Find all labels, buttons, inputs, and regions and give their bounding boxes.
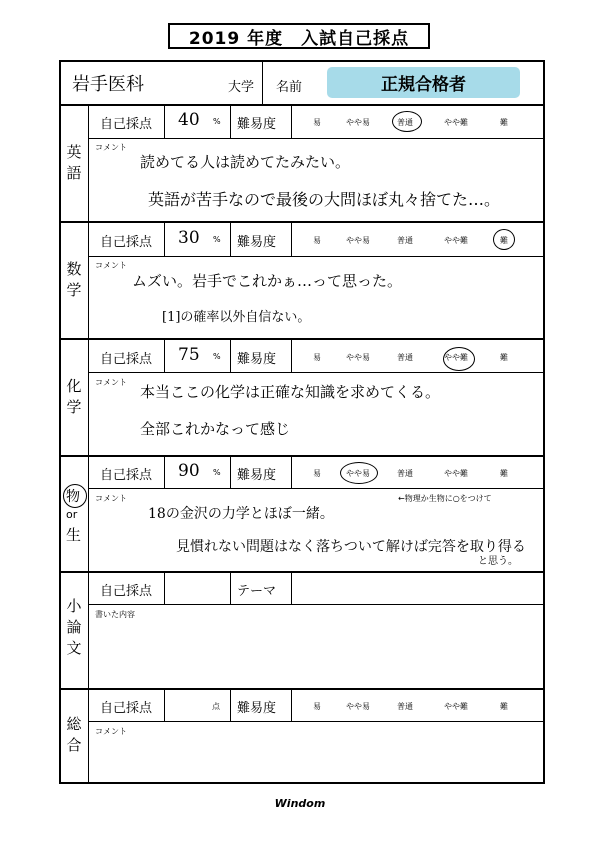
status-badge: 正規合格者 bbox=[327, 67, 520, 98]
comment-line: ムズい。岩手でこれかぁ…って思った。 bbox=[132, 272, 403, 290]
difficulty-option: 普通 bbox=[397, 353, 413, 362]
difficulty-option: 難 bbox=[500, 702, 508, 711]
difficulty-option: 難 bbox=[500, 353, 508, 362]
comment-line: と思う。 bbox=[478, 556, 518, 567]
comment-label: コメント bbox=[95, 261, 127, 270]
subject-english: 英 語 bbox=[66, 143, 82, 182]
math-score: 30 bbox=[178, 228, 200, 248]
difficulty-label: 難易度 bbox=[237, 468, 277, 483]
name-label: 名前 bbox=[276, 80, 303, 95]
comment-line: 英語が苦手なので最後の大問ほぼ丸々捨てた…。 bbox=[148, 190, 501, 209]
subject-or: or bbox=[66, 508, 78, 521]
self-score-label: 自己採点 bbox=[100, 468, 153, 483]
difficulty-option: 易 bbox=[313, 118, 321, 127]
comment-label: コメント bbox=[95, 727, 127, 736]
university-name: 岩手医科 bbox=[72, 74, 144, 95]
difficulty-option: やや難 bbox=[444, 236, 468, 245]
difficulty-option: 普通 bbox=[397, 702, 413, 711]
comment-label: コメント bbox=[95, 494, 127, 503]
percent-label: % bbox=[213, 235, 221, 244]
difficulty-option: 難 bbox=[500, 118, 508, 127]
self-score-label: 自己採点 bbox=[100, 701, 153, 716]
comment-line: 本当ここの化学は正確な知識を求めてくる。 bbox=[140, 383, 441, 401]
subject-biology: 生 bbox=[66, 526, 82, 544]
subject-chemistry: 化 学 bbox=[66, 377, 82, 416]
difficulty-option: やや易 bbox=[346, 236, 370, 245]
difficulty-label: 難易度 bbox=[237, 235, 277, 250]
difficulty-option: 普通 bbox=[397, 236, 413, 245]
chemistry-score: 75 bbox=[178, 345, 200, 365]
difficulty-option: やや易 bbox=[346, 118, 370, 127]
self-score-label: 自己採点 bbox=[100, 235, 153, 250]
subject-physics: 物 bbox=[66, 489, 80, 505]
comment-line: 見慣れない問題はなく落ちついて解けば完答を取り得る bbox=[176, 539, 526, 555]
subject-total: 総 合 bbox=[66, 715, 82, 754]
percent-label: % bbox=[213, 352, 221, 361]
comment-line: 読めてる人は読めてたみたい。 bbox=[140, 153, 351, 171]
difficulty-option: 難 bbox=[500, 469, 508, 478]
selected-difficulty-circle bbox=[493, 229, 515, 250]
difficulty-option: 普通 bbox=[397, 469, 413, 478]
footer-brand: Windom bbox=[274, 797, 326, 810]
difficulty-option: やや難 bbox=[444, 469, 468, 478]
page-title: 2019 年度 入試自己採点 bbox=[168, 23, 430, 49]
difficulty-option: やや難 bbox=[444, 118, 468, 127]
percent-label: % bbox=[213, 468, 221, 477]
comment-line: 全部これかなって感じ bbox=[140, 420, 291, 438]
difficulty-option: 易 bbox=[313, 236, 321, 245]
theme-label: テーマ bbox=[237, 584, 277, 599]
english-score: 40 bbox=[178, 110, 200, 130]
difficulty-option: 難 bbox=[500, 236, 508, 245]
selected-difficulty-circle bbox=[392, 111, 422, 132]
subject-essay: 小 論 文 bbox=[66, 597, 82, 657]
comment-line: [1]の確率以外自信ない。 bbox=[162, 310, 311, 325]
written-content-label: 書いた内容 bbox=[95, 610, 135, 619]
comment-label: コメント bbox=[95, 378, 127, 387]
comment-label: コメント bbox=[95, 143, 127, 152]
physics-score: 90 bbox=[178, 461, 200, 481]
selected-difficulty-circle bbox=[340, 462, 378, 484]
percent-label: % bbox=[213, 117, 221, 126]
difficulty-option: やや易 bbox=[346, 469, 370, 478]
difficulty-label: 難易度 bbox=[237, 117, 277, 132]
difficulty-option: やや易 bbox=[346, 353, 370, 362]
university-label: 大学 bbox=[228, 80, 255, 95]
difficulty-label: 難易度 bbox=[237, 352, 277, 367]
difficulty-option: やや難 bbox=[444, 353, 468, 362]
difficulty-option: 易 bbox=[313, 702, 321, 711]
difficulty-option: 普通 bbox=[397, 118, 413, 127]
self-score-label: 自己採点 bbox=[100, 117, 153, 132]
difficulty-option: やや難 bbox=[444, 702, 468, 711]
subject-select-note: ←物理か生物に○をつけて bbox=[398, 494, 492, 503]
comment-line: 18の金沢の力学とほぼ一緒。 bbox=[148, 506, 334, 522]
point-label: 点 bbox=[212, 702, 220, 711]
difficulty-option: 易 bbox=[313, 353, 321, 362]
self-score-label: 自己採点 bbox=[100, 352, 153, 367]
self-score-label: 自己採点 bbox=[100, 584, 153, 599]
difficulty-option: やや易 bbox=[346, 702, 370, 711]
difficulty-label: 難易度 bbox=[237, 701, 277, 716]
difficulty-option: 易 bbox=[313, 469, 321, 478]
selected-difficulty-circle bbox=[443, 347, 475, 371]
subject-math: 数 学 bbox=[66, 260, 82, 299]
